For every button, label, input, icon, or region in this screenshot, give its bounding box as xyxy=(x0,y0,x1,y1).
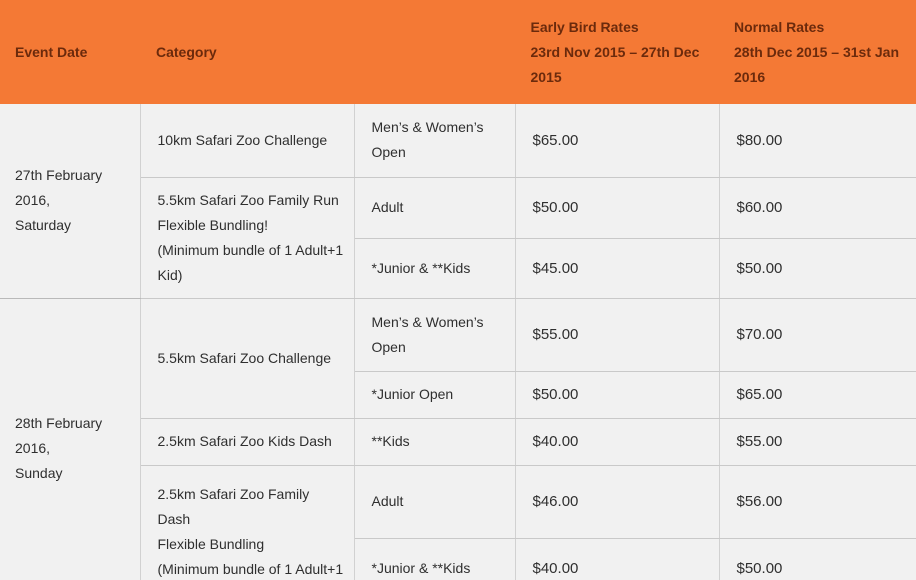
early-bird-price: $50.00 xyxy=(515,371,719,418)
header-early-bird-title: Early Bird Rates xyxy=(530,18,639,35)
participant-type-line: **Kids xyxy=(371,433,410,449)
participant-type xyxy=(354,465,515,538)
participant-type xyxy=(354,104,515,177)
table-body xyxy=(0,104,916,580)
participant-type-line: Open xyxy=(371,338,406,355)
header-row xyxy=(0,0,916,104)
category-10km-challenge xyxy=(140,104,354,177)
category-note: (Minimum bundle of 1 Adult+1 xyxy=(157,560,344,577)
normal-price: $50.00 xyxy=(719,238,916,298)
category-name: 10km Safari Zoo Challenge xyxy=(157,131,328,148)
participant-type-line: Adult xyxy=(371,199,404,215)
early-bird-price: $55.00 xyxy=(515,298,719,371)
category-name: Dash xyxy=(157,510,191,527)
event-date-line: Sunday xyxy=(15,464,63,481)
early-bird-price: $65.00 xyxy=(515,104,719,177)
participant-type xyxy=(354,177,515,238)
participant-type xyxy=(354,418,515,465)
category-note: Flexible Bundling! xyxy=(157,216,269,233)
event-date-line: 2016, xyxy=(15,192,51,209)
early-bird-price: $40.00 xyxy=(515,418,719,465)
category-5-5km-family-run xyxy=(140,177,354,298)
event-date-saturday xyxy=(0,104,140,298)
table-row xyxy=(0,104,916,177)
early-bird-price: $45.00 xyxy=(515,238,719,298)
early-bird-price: $40.00 xyxy=(515,538,719,580)
participant-type xyxy=(354,238,515,298)
event-date-line: 2016, xyxy=(15,439,51,456)
event-date-line: Saturday xyxy=(15,217,72,234)
category-2-5km-family-dash xyxy=(140,465,354,580)
header-category: Category xyxy=(140,0,515,104)
participant-type-line: Men’s & Women’s xyxy=(371,313,484,330)
header-early-bird-year: 2015 xyxy=(530,68,562,85)
category-name: 2.5km Safari Zoo Family xyxy=(157,485,310,502)
table-row xyxy=(0,298,916,371)
category-name: 2.5km Safari Zoo Kids Dash xyxy=(157,433,332,449)
participant-type xyxy=(354,538,515,580)
participant-type-line: *Junior Open xyxy=(371,386,454,402)
category-name: 5.5km Safari Zoo Family Run xyxy=(157,191,339,208)
header-normal-period: 28th Dec 2015 – 31st Jan xyxy=(734,43,899,60)
participant-type-line: Men’s & Women’s xyxy=(371,119,484,136)
header-early-bird-rates xyxy=(515,0,719,104)
early-bird-price: $50.00 xyxy=(515,177,719,238)
header-normal-year: 2016 xyxy=(734,68,766,85)
header-event-date: Event Date xyxy=(0,0,140,104)
header-normal-rates xyxy=(719,0,916,104)
participant-type-line: Adult xyxy=(371,493,404,509)
participant-type-line: *Junior & **Kids xyxy=(371,559,471,576)
participant-type xyxy=(354,371,515,418)
early-bird-price: $46.00 xyxy=(515,465,719,538)
category-note: Flexible Bundling xyxy=(157,535,265,552)
header-early-bird-period: 23rd Nov 2015 – 27th Dec xyxy=(530,43,700,60)
participant-type xyxy=(354,298,515,371)
event-date-line: 27th February xyxy=(15,167,103,184)
event-date-sunday xyxy=(0,298,140,580)
category-note: (Minimum bundle of 1 Adult+1 xyxy=(157,241,344,258)
normal-price: $56.00 xyxy=(719,465,916,538)
category-note: Kid) xyxy=(157,266,183,283)
table-header xyxy=(0,0,916,104)
event-date-line: 28th February xyxy=(15,414,103,431)
participant-type-line: *Junior & **Kids xyxy=(371,259,471,276)
normal-price: $70.00 xyxy=(719,298,916,371)
category-2-5km-kids-dash xyxy=(140,418,354,465)
participant-type-line: Open xyxy=(371,144,406,161)
normal-price: $55.00 xyxy=(719,418,916,465)
normal-price: $65.00 xyxy=(719,371,916,418)
category-5-5km-challenge xyxy=(140,298,354,418)
normal-price: $80.00 xyxy=(719,104,916,177)
normal-price: $50.00 xyxy=(719,538,916,580)
header-normal-title: Normal Rates xyxy=(734,18,825,35)
category-name: 5.5km Safari Zoo Challenge xyxy=(157,349,332,366)
normal-price: $60.00 xyxy=(719,177,916,238)
